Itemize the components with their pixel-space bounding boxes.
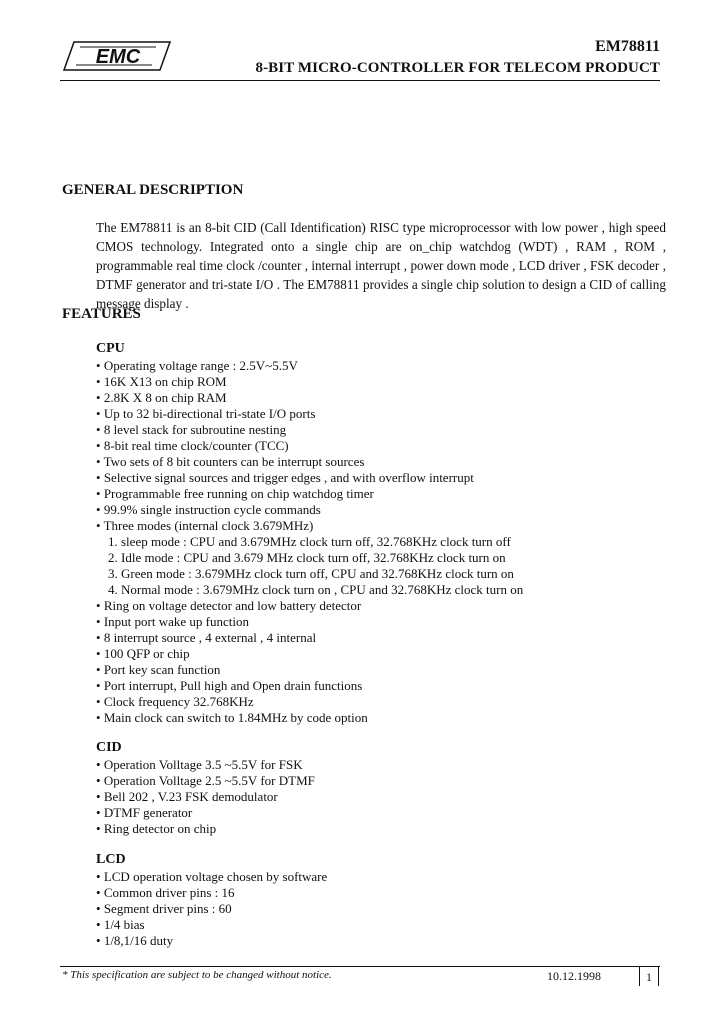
- list-item: • 99.9% single instruction cycle commands: [96, 502, 523, 518]
- mode-item: 2. Idle mode : CPU and 3.679 MHz clock turn off, 32.768KHz clock turn on: [108, 550, 506, 565]
- cid-heading: CID: [96, 740, 122, 755]
- list-item: • Three modes (internal clock 3.679MHz): [96, 518, 523, 534]
- list-item: • Segment driver pins : 60: [96, 901, 327, 917]
- list-item: • 8-bit real time clock/counter (TCC): [96, 438, 523, 454]
- list-item: • Main clock can switch to 1.84MHz by code option: [96, 710, 523, 726]
- general-description-heading: GENERAL DESCRIPTION: [62, 182, 244, 198]
- list-item: • 100 QFP or chip: [96, 646, 523, 662]
- list-item: • Selective signal sources and trigger edges , and with overflow interrupt: [96, 470, 523, 486]
- list-item: • Port interrupt, Pull high and Open drain functions: [96, 678, 523, 694]
- logo-text: EMC: [95, 46, 141, 68]
- list-item: • Input port wake up function: [96, 614, 523, 630]
- list-item: • Clock frequency 32.768KHz: [96, 694, 523, 710]
- general-description-text: The EM78811 is an 8-bit CID (Call Identification) RISC type microprocessor with low power , high speed CMOS technology. Integrated onto a single chip are on_chip watchdog (WDT) , RAM , ROM , programmable real time clock /counter , internal interrupt , power down mode , LCD driver , FSK decoder , DTMF generator and tri-state I/O . The EM78811 provides a single chip solution to design a CID of calling message display .: [96, 220, 666, 311]
- lcd-feature-list: [96, 869, 327, 949]
- disclaimer-note: * This specification are subject to be changed without notice.: [62, 969, 332, 981]
- emc-logo: [60, 38, 172, 74]
- document-date: 10.12.1998: [547, 969, 601, 983]
- list-item: • Common driver pins : 16: [96, 885, 327, 901]
- lcd-heading: LCD: [96, 852, 126, 867]
- list-item: • 16K X13 on chip ROM: [96, 374, 523, 390]
- mode-item: 1. sleep mode : CPU and 3.679MHz clock turn off, 32.768KHz clock turn off: [108, 534, 511, 549]
- document-subtitle: 8-BIT MICRO-CONTROLLER FOR TELECOM PRODUCT: [255, 60, 660, 76]
- list-item: • Ring detector on chip: [96, 821, 315, 837]
- footer-rule: [60, 966, 660, 967]
- list-item: • 2.8K X 8 on chip RAM: [96, 390, 523, 406]
- cpu-heading: CPU: [96, 341, 125, 356]
- list-item: • 8 interrupt source , 4 external , 4 internal: [96, 630, 523, 646]
- list-item: • Programmable free running on chip watchdog timer: [96, 486, 523, 502]
- list-item: • DTMF generator: [96, 805, 315, 821]
- list-item: • Bell 202 , V.23 FSK demodulator: [96, 789, 315, 805]
- cpu-feature-list: [96, 358, 523, 726]
- list-item: • Port key scan function: [96, 662, 523, 678]
- list-item: • Operation Volltage 2.5 ~5.5V for DTMF: [96, 773, 315, 789]
- cid-feature-list: [96, 757, 315, 837]
- page-number: 1: [639, 966, 659, 986]
- list-item: • Two sets of 8 bit counters can be interrupt sources: [96, 454, 523, 470]
- mode-item: 3. Green mode : 3.679MHz clock turn off, CPU and 32.768KHz clock turn on: [108, 566, 514, 581]
- part-number: EM78811: [595, 38, 660, 55]
- list-item: • LCD operation voltage chosen by software: [96, 869, 327, 885]
- list-item: • 8 level stack for subroutine nesting: [96, 422, 523, 438]
- mode-item: 4. Normal mode : 3.679MHz clock turn on , CPU and 32.768KHz clock turn on: [108, 582, 524, 597]
- features-heading: FEATURES: [62, 306, 141, 322]
- header-rule: [60, 80, 660, 81]
- list-item: • Operation Volltage 3.5 ~5.5V for FSK: [96, 757, 315, 773]
- list-item: • Operating voltage range : 2.5V~5.5V: [96, 358, 523, 374]
- list-item: • 1/4 bias: [96, 917, 327, 933]
- list-item: • 1/8,1/16 duty: [96, 933, 327, 949]
- list-item: • Up to 32 bi-directional tri-state I/O ports: [96, 406, 523, 422]
- list-item: • Ring on voltage detector and low battery detector: [96, 598, 523, 614]
